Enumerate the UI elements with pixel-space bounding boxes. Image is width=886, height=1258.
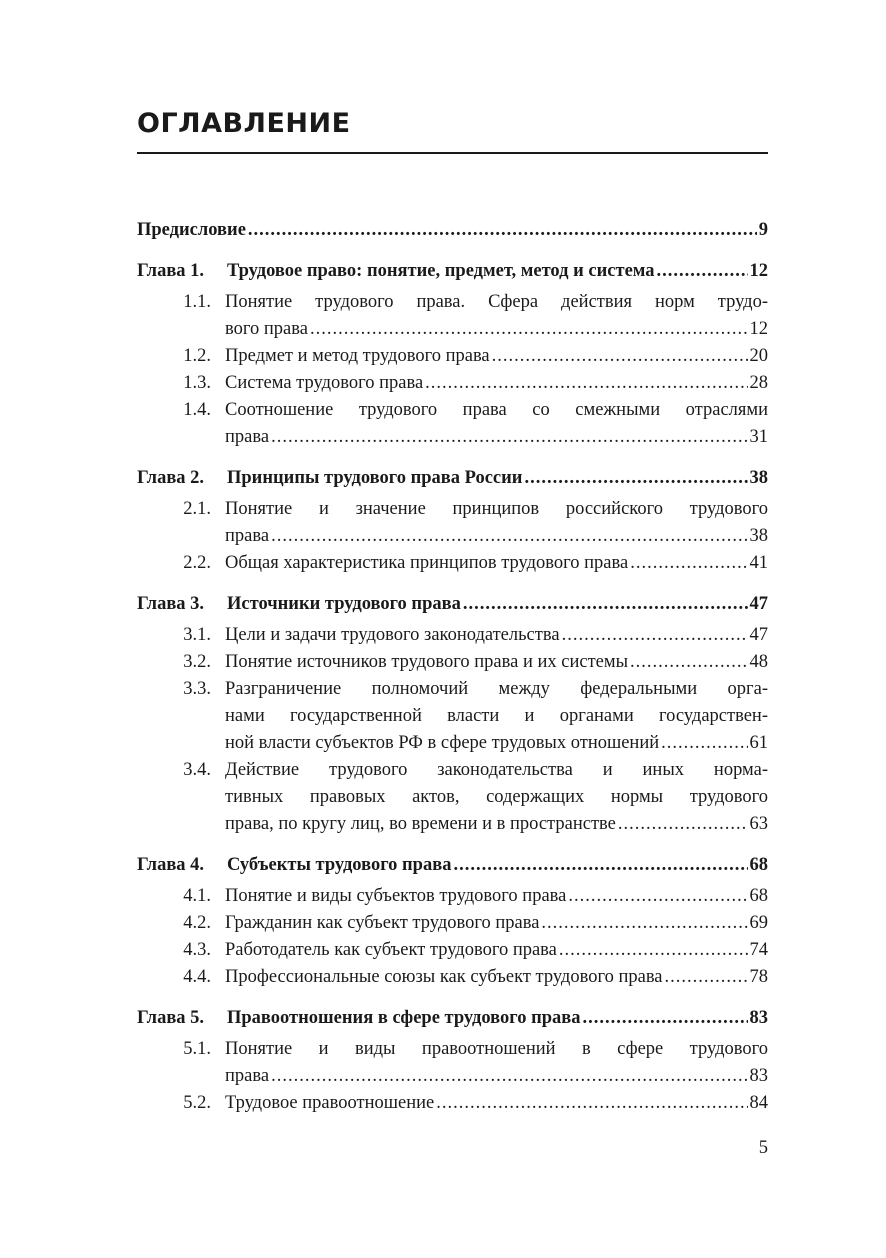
toc-entry-section[interactable] bbox=[137, 343, 768, 370]
section-number: 4.4. bbox=[183, 967, 211, 987]
toc-entry-section[interactable] bbox=[137, 397, 768, 451]
section-title: Профессиональные союзы как субъект трудового права bbox=[225, 967, 663, 987]
page-ref: 38 bbox=[749, 526, 768, 546]
dot-leader bbox=[453, 852, 747, 879]
table-of-contents bbox=[137, 217, 768, 1131]
page-ref: 28 bbox=[749, 373, 768, 393]
dot-leader bbox=[618, 811, 748, 838]
dot-leader bbox=[630, 550, 747, 577]
toc-entry-section[interactable] bbox=[137, 910, 768, 937]
dot-leader bbox=[562, 622, 748, 649]
dot-leader bbox=[665, 964, 748, 991]
dot-leader bbox=[271, 424, 747, 451]
section-number: 3.4. bbox=[183, 760, 211, 780]
section-title-line: нами государственной власти и органами государствен- bbox=[225, 706, 768, 726]
section-title: Трудовое правоотношение bbox=[225, 1093, 435, 1113]
section-title-line: Понятие и виды правоотношений в сфере трудового bbox=[225, 1039, 768, 1059]
page-ref: 68 bbox=[749, 855, 768, 875]
dot-leader bbox=[271, 1063, 747, 1090]
page-ref: 63 bbox=[749, 814, 768, 834]
dot-leader bbox=[661, 730, 747, 757]
dot-leader bbox=[492, 343, 748, 370]
dot-leader bbox=[559, 937, 748, 964]
toc-entry-chapter[interactable] bbox=[137, 465, 768, 492]
chapter-number: Глава 1. bbox=[137, 261, 205, 281]
dot-leader bbox=[463, 591, 748, 618]
chapter-1 bbox=[137, 258, 768, 451]
toc-entry-section[interactable] bbox=[137, 937, 768, 964]
section-number: 4.3. bbox=[183, 940, 211, 960]
toc-entry-section[interactable] bbox=[137, 1090, 768, 1117]
section-title-line: Разграничение полномочий между федеральными орга- bbox=[225, 679, 768, 699]
chapter-number: Глава 2. bbox=[137, 468, 205, 488]
toc-entry-section[interactable] bbox=[137, 757, 768, 838]
chapter-number: Глава 3. bbox=[137, 594, 205, 614]
dot-leader bbox=[524, 465, 747, 492]
page-ref: 38 bbox=[749, 468, 768, 488]
dot-leader bbox=[568, 883, 747, 910]
chapter-title: Источники трудового права bbox=[227, 594, 461, 614]
section-title-line: Действие трудового законодательства и иных норма- bbox=[225, 760, 768, 780]
section-title-end: права bbox=[225, 1066, 270, 1086]
page-ref: 68 bbox=[749, 886, 768, 906]
section-title-end: права, по кругу лиц, во времени и в пространстве bbox=[225, 814, 616, 834]
section-title: Цели и задачи трудового законодательства bbox=[225, 625, 560, 645]
dot-leader bbox=[271, 523, 747, 550]
section-title-line: тивных правовых актов, содержащих нормы трудового bbox=[225, 787, 768, 807]
chapter-4 bbox=[137, 852, 768, 991]
preface-label: Предисловие bbox=[137, 220, 246, 240]
page-ref: 47 bbox=[749, 594, 768, 614]
section-number: 3.3. bbox=[183, 679, 211, 699]
page-ref: 31 bbox=[749, 427, 768, 447]
toc-entry-section[interactable] bbox=[137, 883, 768, 910]
section-title: Гражданин как субъект трудового права bbox=[225, 913, 540, 933]
dot-leader bbox=[310, 316, 748, 343]
chapter-number: Глава 4. bbox=[137, 855, 205, 875]
section-number: 5.1. bbox=[183, 1039, 211, 1059]
section-number: 1.4. bbox=[183, 400, 211, 420]
dot-leader bbox=[248, 217, 757, 244]
page-ref: 41 bbox=[749, 553, 768, 573]
page-ref: 12 bbox=[749, 261, 768, 281]
dot-leader bbox=[657, 258, 748, 285]
section-number: 3.1. bbox=[183, 625, 211, 645]
section-number: 2.1. bbox=[183, 499, 211, 519]
dot-leader bbox=[436, 1090, 747, 1117]
page-ref: 20 bbox=[749, 346, 768, 366]
section-number: 1.1. bbox=[183, 292, 211, 312]
toc-entry-section[interactable] bbox=[137, 964, 768, 991]
section-number: 2.2. bbox=[183, 553, 211, 573]
chapter-title: Трудовое право: понятие, предмет, метод и система bbox=[227, 261, 655, 281]
page-title: ОГЛАВЛЕНИЕ bbox=[137, 108, 351, 139]
chapter-3 bbox=[137, 591, 768, 838]
section-title: Понятие источников трудового права и их системы bbox=[225, 652, 628, 672]
toc-entry-section[interactable] bbox=[137, 622, 768, 649]
chapter-title: Правоотношения в сфере трудового права bbox=[227, 1008, 581, 1028]
dot-leader bbox=[630, 649, 748, 676]
toc-entry-section[interactable] bbox=[137, 676, 768, 757]
page-ref: 9 bbox=[758, 220, 768, 240]
section-title-line: Понятие и значение принципов российского трудового bbox=[225, 499, 768, 519]
chapter-5 bbox=[137, 1005, 768, 1117]
section-title-end: права bbox=[225, 526, 270, 546]
toc-entry-chapter[interactable] bbox=[137, 852, 768, 879]
toc-entry-section[interactable] bbox=[137, 1036, 768, 1090]
dot-leader bbox=[583, 1005, 748, 1032]
toc-entry-chapter[interactable] bbox=[137, 258, 768, 285]
toc-entry-section[interactable] bbox=[137, 649, 768, 676]
chapter-2 bbox=[137, 465, 768, 577]
page-ref: 78 bbox=[749, 967, 768, 987]
section-title: Система трудового права bbox=[225, 373, 424, 393]
section-title-end: ной власти субъектов РФ в сфере трудовых отношений bbox=[225, 733, 660, 753]
section-number: 1.2. bbox=[183, 346, 211, 366]
section-number: 3.2. bbox=[183, 652, 211, 672]
chapter-number: Глава 5. bbox=[137, 1008, 205, 1028]
title-divider bbox=[137, 152, 768, 154]
toc-entry-chapter[interactable] bbox=[137, 591, 768, 618]
dot-leader bbox=[425, 370, 747, 397]
section-title: Понятие и виды субъектов трудового права bbox=[225, 886, 567, 906]
section-title: Общая характеристика принципов трудового права bbox=[225, 553, 629, 573]
dot-leader bbox=[541, 910, 747, 937]
toc-entry-section[interactable] bbox=[137, 289, 768, 343]
page-ref: 74 bbox=[749, 940, 768, 960]
page-ref: 12 bbox=[749, 319, 768, 339]
section-title: Предмет и метод трудового права bbox=[225, 346, 490, 366]
page-number: 5 bbox=[758, 1138, 768, 1158]
toc-entry-section[interactable] bbox=[137, 496, 768, 550]
page-ref: 47 bbox=[749, 625, 768, 645]
section-title: Работодатель как субъект трудового права bbox=[225, 940, 557, 960]
toc-entry-preface[interactable] bbox=[137, 217, 768, 244]
chapter-title: Принципы трудового права России bbox=[227, 468, 523, 488]
page-ref: 69 bbox=[749, 913, 768, 933]
chapter-title: Субъекты трудового права bbox=[227, 855, 452, 875]
page-ref: 83 bbox=[749, 1066, 768, 1086]
section-number: 4.2. bbox=[183, 913, 211, 933]
toc-entry-section[interactable] bbox=[137, 370, 768, 397]
section-number: 1.3. bbox=[183, 373, 211, 393]
page-ref: 61 bbox=[749, 733, 768, 753]
toc-entry-section[interactable] bbox=[137, 550, 768, 577]
page-ref: 83 bbox=[749, 1008, 768, 1028]
section-title-line: Понятие трудового права. Сфера действия норм трудо- bbox=[225, 292, 768, 312]
section-title-line: Соотношение трудового права со смежными отраслями bbox=[225, 400, 768, 420]
page-ref: 84 bbox=[749, 1093, 768, 1113]
section-title-end: вого права bbox=[225, 319, 308, 339]
section-title-end: права bbox=[225, 427, 270, 447]
section-number: 4.1. bbox=[183, 886, 211, 906]
page-ref: 48 bbox=[749, 652, 768, 672]
toc-entry-chapter[interactable] bbox=[137, 1005, 768, 1032]
section-number: 5.2. bbox=[183, 1093, 211, 1113]
